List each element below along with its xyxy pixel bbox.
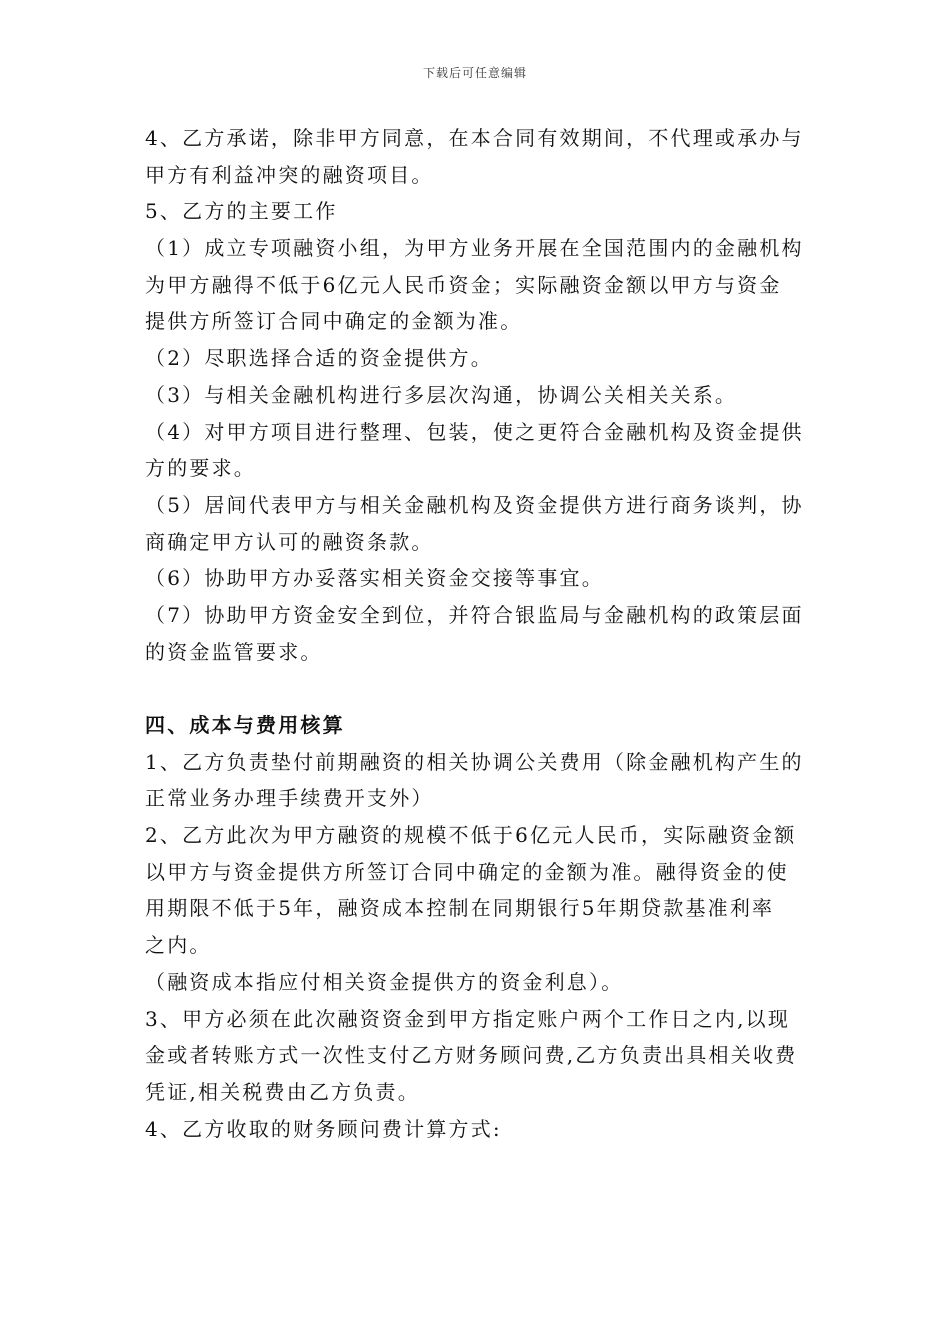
text-line: 5、乙方的主要工作 [145, 199, 338, 224]
paragraph [145, 377, 815, 414]
text-line: （1）成立专项融资小组，为甲方业务开展在全国范围内的金融机构 [145, 236, 804, 261]
text-line: 用期限不低于5年，融资成本控制在同期银行5年期贷款基准利率 [145, 896, 775, 921]
heading-line: 四、成本与费用核算 [145, 713, 345, 737]
paragraph [145, 230, 815, 340]
paragraph [145, 597, 815, 670]
paragraph [145, 1111, 815, 1148]
text-line: 3、甲方必须在此次融资资金到甲方指定账户两个工作日之内,以现 [145, 1006, 791, 1031]
text-line: （7）协助甲方资金安全到位，并符合银监局与金融机构的政策层面 [145, 602, 804, 627]
paragraph [145, 193, 815, 230]
text-line: 1、乙方负责垫付前期融资的相关协调公关费用（除金融机构产生的 [145, 749, 804, 774]
section-heading [145, 707, 815, 744]
text-line: 方的要求。 [145, 456, 256, 481]
paragraph [145, 560, 815, 597]
text-line: 商确定甲方认可的融资条款。 [145, 529, 434, 554]
document-body [145, 120, 815, 1147]
text-line: （6）协助甲方办妥落实相关资金交接等事宜。 [145, 566, 604, 591]
blank-line [145, 670, 815, 707]
text-line: 2、乙方此次为甲方融资的规模不低于6亿元人民币，实际融资金额 [145, 823, 797, 848]
text-line: （5）居间代表甲方与相关金融机构及资金提供方进行商务谈判，协 [145, 492, 804, 517]
text-line: 正常业务办理手续费开支外） [145, 786, 434, 811]
text-line: 的资金监管要求。 [145, 639, 323, 664]
paragraph [145, 340, 815, 377]
text-line: （4）对甲方项目进行整理、包装，使之更符合金融机构及资金提供 [145, 419, 804, 444]
text-line: 为甲方融得不低于6亿元人民币资金；实际融资金额以甲方与资金 [145, 272, 782, 297]
text-line: （3）与相关金融机构进行多层次沟通，协调公关相关关系。 [145, 382, 738, 407]
paragraph [145, 817, 815, 964]
text-line: 甲方有利益冲突的融资项目。 [145, 162, 434, 187]
text-line: （2）尽职选择合适的资金提供方。 [145, 346, 493, 371]
text-line: 之内。 [145, 933, 212, 958]
paragraph [145, 1001, 815, 1111]
text-line: 凭证,相关税费由乙方负责。 [145, 1079, 420, 1104]
text-line: 4、乙方承诺，除非甲方同意，在本合同有效期间，不代理或承办与 [145, 126, 804, 150]
text-line: 提供方所签订合同中确定的金额为准。 [145, 309, 523, 334]
paragraph [145, 964, 815, 1001]
text-line: 4、乙方收取的财务顾问费计算方式: [145, 1116, 502, 1141]
paragraph [145, 414, 815, 487]
text-line: 金或者转账方式一次性支付乙方财务顾问费,乙方负责出具相关收费 [145, 1043, 798, 1068]
page-header: 下载后可任意编辑 [422, 66, 527, 80]
paragraph [145, 120, 815, 193]
text-line: 以甲方与资金提供方所签订合同中确定的金额为准。融得资金的使 [145, 859, 789, 884]
text-line: （融资成本指应付相关资金提供方的资金利息）。 [145, 969, 624, 994]
paragraph [145, 744, 815, 817]
paragraph [145, 487, 815, 560]
